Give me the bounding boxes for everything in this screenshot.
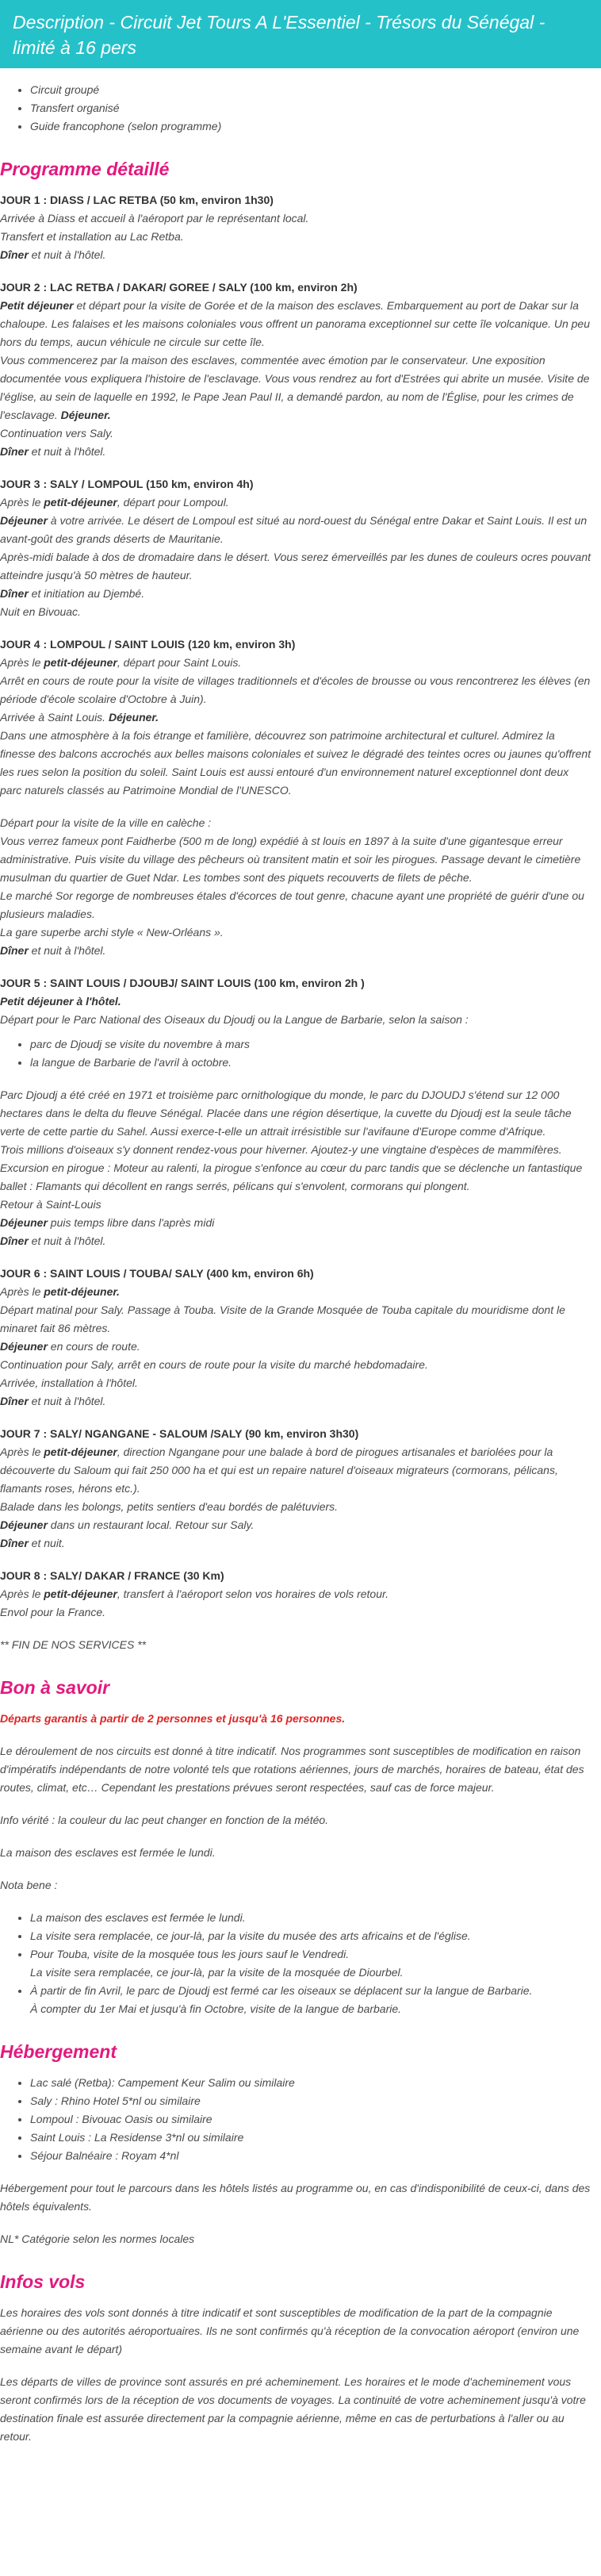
day-line: Trois millions d'oiseaux s'y donnent rendez-vous pour hiverner. Ajoutez-y une vingtaine d'espèces de mammifères. bbox=[0, 1143, 562, 1156]
included-list bbox=[0, 81, 591, 136]
flights-paragraph: Les horaires des vols sont donnés à titre indicatif et sont susceptibles de modification de la part de la compagnie aérienne ou des autorités aéroportuaires. Ils ne sont confirmés qu'à réception de la convocation aéroport (environ une semaine avant le départ) bbox=[0, 2306, 580, 2355]
day-line: Départ pour le Parc National des Oiseaux du Djoudj ou la Langue de Barbarie, selon la saison : bbox=[0, 1013, 469, 1026]
day-line: Vous commencerez par la maison des esclaves, commentée avec émotion par le conservateur. Une exposition documentée vous expliquera l'histoire de l'esclavage. Vous vous rendrez au fort d'Estrées qui abrite un musée. Visite de l'église, au sein de laquelle en 1992, le Pape Jean Paul II, a demandé pardon, au nom de l'Église, pour les crimes de l'esclavage. Déjeuner. bbox=[0, 354, 590, 421]
day-line: Le marché Sor regorge de nombreuses étales d'écorces de tout genre, chacune ayant une propriété de guérir d'une ou plusieurs maladies. bbox=[0, 889, 584, 920]
day-line: Parc Djoudj a été créé en 1971 et troisième parc ornithologique du monde, le parc du DJOUDJ s'étend sur 12 000 hectares dans le delta du fleuve Sénégal. Placée dans une région désertique, la cuvette du Djoudj est la seule tâche verte de cette partie du Sahel. Aussi exerce-t-elle un attrait irrésistible sur l'avifaune d'Europe comme d'Afrique. bbox=[0, 1088, 572, 1138]
day5-after bbox=[0, 1086, 591, 1250]
days-block bbox=[0, 191, 591, 800]
day-line: Nuit en Bivouac. bbox=[0, 605, 81, 618]
hotel-item: • Lompoul : Bivouac Oasis ou similaire bbox=[30, 2110, 591, 2129]
page-title: Description - Circuit Jet Tours A L'Essentiel - Trésors du Sénégal - limité à 16 pers bbox=[0, 0, 601, 68]
section-heading-program: Programme détaillé bbox=[0, 159, 170, 179]
day-paragraph bbox=[0, 635, 591, 800]
day-line: Dîner et nuit à l'hôtel. bbox=[0, 1395, 106, 1407]
day-line: Petit déjeuner à l'hôtel. bbox=[0, 995, 121, 1008]
nota-item: • Pour Touba, visite de la mosquée tous les jours sauf le Vendredi. La visite sera remplacée, ce jour-là, par la visite de la mosquée de Diourbel. bbox=[30, 1945, 591, 1982]
nl-note: NL* Catégorie selon les normes locales bbox=[0, 2232, 195, 2245]
day-title: JOUR 3 : SALY / LOMPOUL (150 km, environ 4h) bbox=[0, 478, 254, 490]
day-line: Déjeuner dans un restaurant local. Retour sur Saly. bbox=[0, 1518, 255, 1531]
day-title: JOUR 2 : LAC RETBA / DAKAR/ GOREE / SALY (100 km, environ 2h) bbox=[0, 281, 358, 294]
know-paragraph: Info vérité : la couleur du lac peut changer en fonction de la météo. bbox=[0, 1814, 329, 1826]
day-title: JOUR 8 : SALY/ DAKAR / FRANCE (30 Km) bbox=[0, 1569, 224, 1582]
day-paragraph bbox=[0, 1425, 591, 1553]
section-heading-flights: Infos vols bbox=[0, 2271, 86, 2292]
know-paragraph: Nota bene : bbox=[0, 1879, 58, 1891]
day5-bullets bbox=[0, 1035, 591, 1072]
flights-paragraphs bbox=[0, 2304, 591, 2446]
day-line: Déjeuner puis temps libre dans l'après midi bbox=[0, 1216, 215, 1229]
day-line: Dîner et nuit à l'hôtel. bbox=[0, 248, 106, 261]
content bbox=[0, 81, 601, 2446]
day-line: Envol pour la France. bbox=[0, 1606, 106, 1618]
day-line: Excursion en pirogue : Moteur au ralenti, la pirogue s'enfonce au cœur du parc tandis que se déclenche un fantastique ballet : Flamants qui décollent en rangs serrés, pélicans qui s'envolent, cormorans qui plongent. bbox=[0, 1161, 583, 1192]
included-item: • Circuit groupé bbox=[30, 81, 591, 99]
day4-extra bbox=[0, 814, 591, 960]
departures-note: Départs garantis à partir de 2 personnes et jusqu'à 16 personnes. bbox=[0, 1712, 346, 1725]
day-title: JOUR 4 : LOMPOUL / SAINT LOUIS (120 km, environ 3h) bbox=[0, 638, 296, 651]
day-line: Déjeuner à votre arrivée. Le désert de Lompoul est situé au nord-ouest du Sénégal entre Dakar et Saint Louis. Il est un avant-goût des grands déserts de Mauritanie. bbox=[0, 514, 588, 545]
day-title: JOUR 7 : SALY/ NGANGANE - SALOUM /SALY (90 km, environ 3h30) bbox=[0, 1427, 359, 1440]
day-line: Dîner et nuit. bbox=[0, 1537, 65, 1549]
day-line: Petit déjeuner et départ pour la visite de Gorée et de la maison des esclaves. Embarquement au port de Dakar sur la chaloupe. Les falaises et les maisons coloniales vous offrent un panorama exceptionnel sur cette île volcanique. Un peu hors du temps, aucun véhicule ne circule sur cette île. bbox=[0, 299, 591, 348]
days-late-block bbox=[0, 1265, 591, 1622]
day-line: Arrêt en cours de route pour la visite de villages traditionnels et d'écoles de brousse ou vous rencontrerez les élèves (en période d'école scolaire d'Octobre à Juin). bbox=[0, 674, 591, 705]
day-line: Continuation vers Saly. bbox=[0, 427, 113, 440]
section-heading-know: Bon à savoir bbox=[0, 1677, 110, 1698]
day-paragraph bbox=[0, 475, 591, 621]
included-item: • Transfert organisé bbox=[30, 99, 591, 117]
day-line: Retour à Saint-Louis bbox=[0, 1198, 101, 1211]
day-line: Continuation pour Saly, arrêt en cours de route pour la visite du marché hebdomadaire. bbox=[0, 1358, 428, 1371]
know-paragraph: Le déroulement de nos circuits est donné à titre indicatif. Nos programmes sont susceptibles de modification en raison d'impératifs indépendants de notre volonté tels que rotations aériennes, jours de marchés, horaires de bateau, état des routes, climat, etc… Cependant les prestations prévues seront respectées, sauf cas de force majeur. bbox=[0, 1745, 584, 1794]
day-line: Après le petit-déjeuner, direction Ngangane pour une balade à bord de pirogues artisanales et bariolées pour la découverte du Saloum qui fait 250 000 ha et qui est un repaire naturel d'oiseaux migrateurs (cormorans, pélicans, flamants roses, hérons etc.). bbox=[0, 1445, 558, 1495]
day-line: Dîner et initiation au Djembé. bbox=[0, 587, 145, 600]
day-line: Arrivée à Saint Louis. Déjeuner. bbox=[0, 711, 159, 724]
day-line: La gare superbe archi style « New-Orléans ». bbox=[0, 926, 224, 939]
day-line: Vous verrez fameux pont Faidherbe (500 m de long) expédié à st louis en 1897 à la suite d'une gigantesque erreur administrative. Puis visite du village des pêcheurs où transitent matin et soir les pirogues. Passage devant le cimetière musulman du quartier de Guet Ndar. Les tombes sont des piquets recouverts de filets de pêche. bbox=[0, 835, 581, 884]
day-title: JOUR 6 : SAINT LOUIS / TOUBA/ SALY (400 km, environ 6h) bbox=[0, 1267, 314, 1280]
day-line: Dans une atmosphère à la fois étrange et familière, découvrez son patrimoine architectural et culturel. Admirez la finesse des balcons accrochés aux belles maisons coloniales et suivez le dégradé des teintes ocres ou jaunes qu'offrent les rues selon la position du soleil. Saint Louis est aussi entouré d'un environnement naturel exceptionnel dont deux parc naturels classés au Patrimoine Mondial de l'UNESCO. bbox=[0, 729, 591, 797]
know-paragraph: La maison des esclaves est fermée le lundi. bbox=[0, 1846, 216, 1859]
day-line: Départ pour la visite de la ville en calèche : bbox=[0, 816, 212, 829]
day-line: Après le petit-déjeuner, transfert à l'aéroport selon vos horaires de vols retour. bbox=[0, 1587, 389, 1600]
day-line: Après le petit-déjeuner, départ pour Saint Louis. bbox=[0, 656, 242, 669]
hotels-note: Hébergement pour tout le parcours dans les hôtels listés au programme ou, en cas d'indisponibilité de ceux-ci, dans des hôtels équivalents. bbox=[0, 2182, 591, 2213]
day5-block bbox=[0, 974, 591, 1029]
day-title: JOUR 1 : DIASS / LAC RETBA (50 km, environ 1h30) bbox=[0, 194, 274, 206]
nota-item: • À partir de fin Avril, le parc de Djoudj est fermé car les oiseaux se déplacent sur la langue de Barbarie. À compter du 1er Mai et jusqu'à fin Octobre, visite de la langue de barbarie. bbox=[30, 1982, 591, 2018]
day-paragraph bbox=[0, 278, 591, 461]
hotels-list bbox=[0, 2074, 591, 2165]
day-line: Après le petit-déjeuner. bbox=[0, 1285, 120, 1298]
flights-paragraph: Les départs de villes de province sont assurés en pré acheminement. Les horaires et le mode d'acheminement vous seront confirmés lors de la réception de vos documents de voyages. La continuité de votre acheminement jusqu'à votre destination finale est assurée directement par la compagnie aérienne, même en cas de perturbations à l'aller ou au retour. bbox=[0, 2375, 586, 2443]
day-line: Après le petit-déjeuner, départ pour Lompoul. bbox=[0, 496, 229, 509]
day-paragraph bbox=[0, 191, 591, 264]
nota-list bbox=[0, 1909, 591, 2018]
day-line: Dîner et nuit à l'hôtel. bbox=[0, 445, 106, 458]
day-line: Balade dans les bolongs, petits sentiers d'eau bordés de palétuviers. bbox=[0, 1500, 339, 1513]
hotel-item: • Saint Louis : La Residense 3*nl ou similaire bbox=[30, 2129, 591, 2147]
nota-item: • La maison des esclaves est fermée le lundi. bbox=[30, 1909, 591, 1927]
included-item: • Guide francophone (selon programme) bbox=[30, 117, 591, 136]
hotel-item: • Séjour Balnéaire : Royam 4*nl bbox=[30, 2147, 591, 2165]
hotel-item: • Lac salé (Retba): Campement Keur Salim ou similaire bbox=[30, 2074, 591, 2092]
day-line: Arrivée à Diass et accueil à l'aéroport par le représentant local. bbox=[0, 212, 309, 225]
nota-item: • La visite sera remplacée, ce jour-là, par la visite du musée des arts africains et de l'église. bbox=[30, 1927, 591, 1945]
hotel-item: • Saly : Rhino Hotel 5*nl ou similaire bbox=[30, 2092, 591, 2110]
day-line: Transfert et installation au Lac Retba. bbox=[0, 230, 184, 243]
day-line: Déjeuner en cours de route. bbox=[0, 1340, 140, 1353]
season-item: • parc de Djoudj se visite du novembre à mars bbox=[30, 1035, 591, 1054]
end-services: ** FIN DE NOS SERVICES ** bbox=[0, 1638, 147, 1651]
day-paragraph bbox=[0, 1265, 591, 1411]
day-line: Départ matinal pour Saly. Passage à Touba. Visite de la Grande Mosquée de Touba capitale du mouridisme dont le minaret fait 86 mètres. bbox=[0, 1303, 565, 1334]
day-line: Dîner et nuit à l'hôtel. bbox=[0, 1234, 106, 1247]
day-title: JOUR 5 : SAINT LOUIS / DJOUBJ/ SAINT LOUIS (100 km, environ 2h ) bbox=[0, 977, 365, 989]
day-line: Dîner et nuit à l'hôtel. bbox=[0, 944, 106, 957]
season-item: • la langue de Barbarie de l'avril à octobre. bbox=[30, 1054, 591, 1072]
section-heading-hotels: Hébergement bbox=[0, 2041, 117, 2062]
know-paragraphs bbox=[0, 1742, 591, 1895]
day-line: Arrivée, installation à l'hôtel. bbox=[0, 1376, 138, 1389]
day-line: Après-midi balade à dos de dromadaire dans le désert. Vous serez émerveillés par les dunes de couleurs ocres pouvant atteindre jusqu'à 50 mètres de hauteur. bbox=[0, 551, 591, 582]
day-paragraph bbox=[0, 1567, 591, 1622]
